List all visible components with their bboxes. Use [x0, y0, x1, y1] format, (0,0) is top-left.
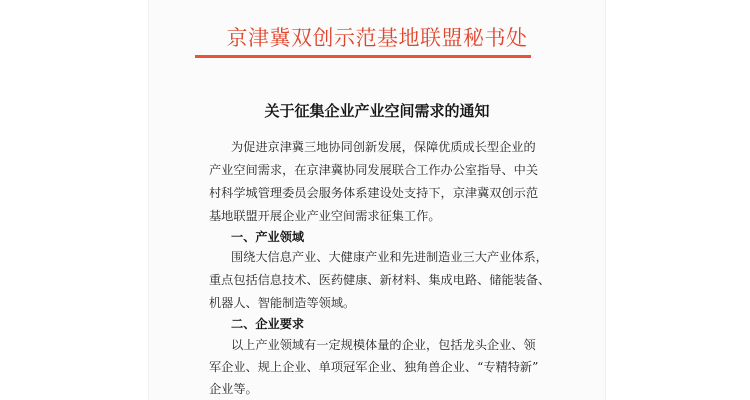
intro-line: 产业空间需求，在京津冀协同发展联合工作办公室指导、中关 [209, 163, 539, 177]
section-line: 重点包括信息技术、医药健康、新材料、集成电路、储能装备、 [209, 273, 551, 287]
letterhead-red-rule [195, 55, 531, 58]
section-line: 围绕大信息产业、大健康产业和先进制造业三大产业体系， [231, 250, 548, 264]
section-line: 机器人、智能制造等领域。 [209, 296, 356, 310]
section-heading-requirements: 二、企业要求 [231, 317, 305, 331]
document-page [149, 0, 605, 400]
section-heading-industry: 一、产业领域 [231, 230, 305, 244]
section-line: 军企业、规上企业、单项冠军企业、独角兽企业、“专精特新” [209, 360, 539, 374]
section-line: 以上产业领域有一定规模体量的企业，包括龙头企业、领 [231, 338, 536, 352]
intro-line: 为促进京津冀三地协同创新发展，保障优质成长型企业的 [231, 140, 536, 154]
letterhead-organization: 京津冀双创示范基地联盟秘书处 [226, 26, 528, 50]
notice-title: 关于征集企业产业空间需求的通知 [264, 102, 490, 120]
intro-line: 村科学城管理委员会服务体系建设处支持下，京津冀双创示范 [209, 186, 539, 200]
section-line: 企业等。 [209, 382, 258, 396]
intro-line: 基地联盟开展企业产业空间需求征集工作。 [209, 209, 441, 223]
